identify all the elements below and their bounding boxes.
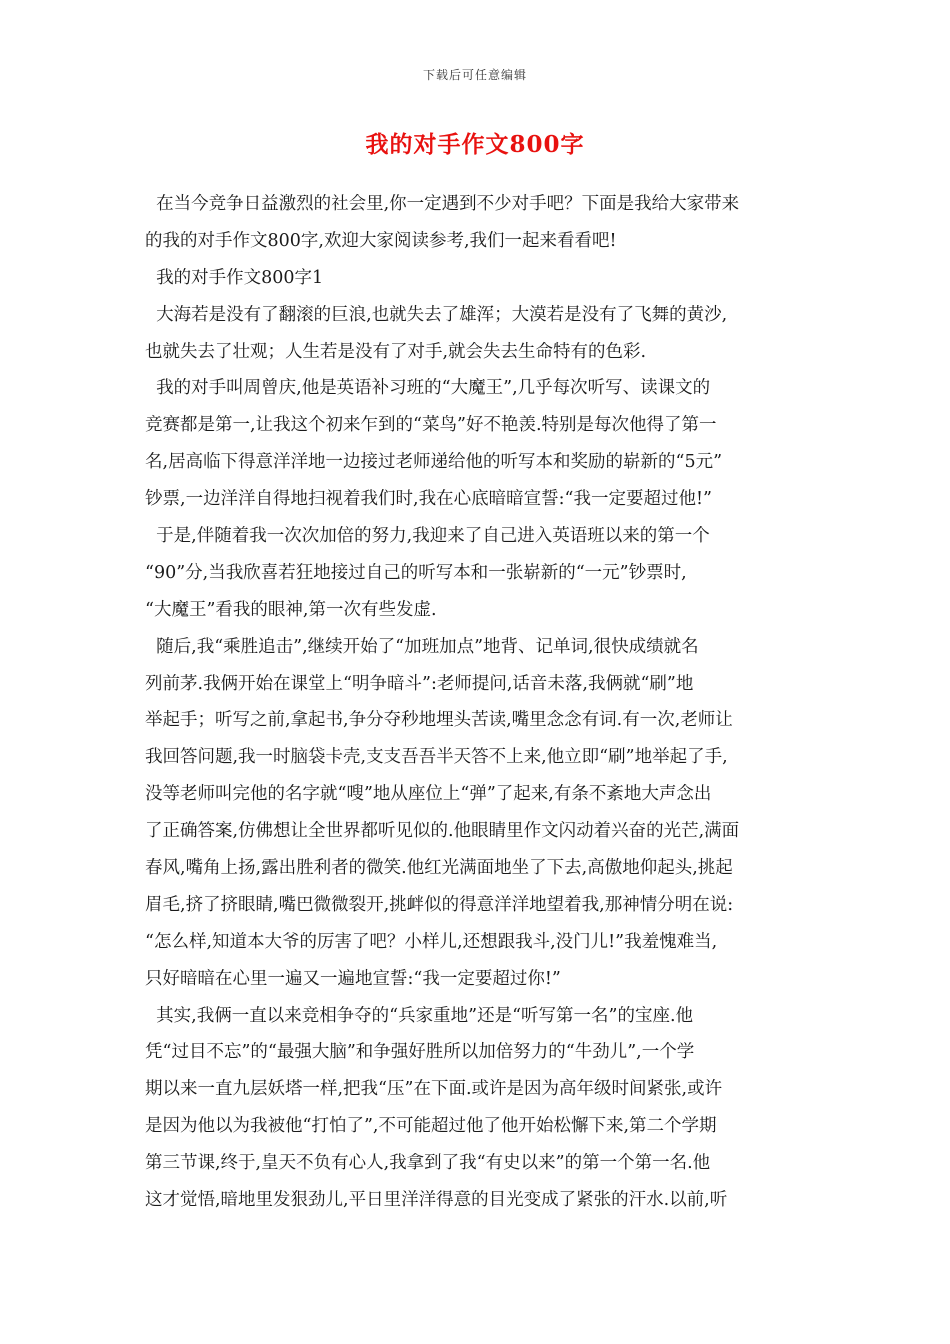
text-line: 于是,伴随着我一次次加倍的努力,我迎来了自己进入英语班以来的第一个: [145, 526, 710, 547]
text-line: 的我的对手作文800字,欢迎大家阅读参考,我们一起来看看吧!: [145, 230, 617, 251]
text-line: 是因为他以为我被他“打怕了”,不可能超过他了他开始松懈下来,第二个学期: [145, 1116, 717, 1137]
text-line: “大魔王”看我的眼神,第一次有些发虚.: [145, 599, 437, 620]
text-line: 举起手；听写之前,拿起书,争分夺秒地埋头苦读,嘴里念念有词.有一次,老师让: [145, 710, 733, 731]
text-line: 我的对手作文800字1: [145, 267, 324, 288]
text-line: 我的对手叫周曾庆,他是英语补习班的“大魔王”,几乎每次听写、读课文的: [145, 378, 711, 399]
header-note: 下载后可任意编辑: [422, 68, 527, 82]
text-line: 名,居高临下得意洋洋地一边接过老师递给他的听写本和奖励的崭新的“5元”: [145, 452, 723, 473]
text-line: 也就失去了壮观；人生若是没有了对手,就会失去生命特有的色彩.: [145, 341, 647, 362]
text-line: 列前茅.我俩开始在课堂上“明争暗斗”:老师提问,话音未落,我俩就“刷”地: [145, 673, 694, 694]
text-line: 其实,我俩一直以来竞相争夺的“兵家重地”还是“听写第一名”的宝座.他: [145, 1005, 694, 1026]
text-line: 竞赛都是第一,让我这个初来乍到的“菜鸟”好不艳羡.特别是每次他得了第一: [145, 415, 717, 436]
text-line: 随后,我“乘胜追击”,继续开始了“加班加点”地背、记单词,很快成绩就名: [145, 636, 699, 657]
text-line: 在当今竞争日益激烈的社会里,你一定遇到不少对手吧？下面是我给大家带来: [145, 194, 740, 214]
text-line: 期以来一直九层妖塔一样,把我“压”在下面.或许是因为高年级时间紧张,或许: [145, 1079, 723, 1100]
text-line: 了正确答案,仿佛想让全世界都听见似的.他眼睛里作文闪动着兴奋的光芒,满面: [145, 821, 740, 842]
text-line: 我回答问题,我一时脑袋卡壳,支支吾吾半天答不上来,他立即“刷”地举起了手,: [145, 747, 728, 768]
text-line: 没等老师叫完他的名字就“嗖”地从座位上“弹”了起来,有条不紊地大声念出: [145, 784, 712, 805]
text-line: 大海若是没有了翻滚的巨浪,也就失去了雄浑；大漠若是没有了飞舞的黄沙,: [145, 304, 728, 325]
text-line: “90”分,当我欣喜若狂地接过自己的听写本和一张崭新的“一元”钞票时,: [145, 562, 687, 583]
page-title: 我的对手作文800字: [365, 131, 585, 158]
text-line: 凭“过目不忘”的“最强大脑”和争强好胜所以加倍努力的“牛劲儿”,一个学: [145, 1042, 695, 1063]
text-line: 眉毛,挤了挤眼睛,嘴巴微微裂开,挑衅似的得意洋洋地望着我,那神情分明在说:: [145, 894, 734, 915]
text-line: 钞票,一边洋洋自得地扫视着我们时,我在心底暗暗宣誓:“我一定要超过他!”: [145, 489, 712, 510]
text-line: “怎么样,知道本大爷的厉害了吧？小样儿,还想跟我斗,没门儿!”我羞愧难当,: [145, 931, 718, 952]
text-line: 这才觉悟,暗地里发狠劲儿,平日里洋洋得意的目光变成了紧张的汗水.以前,听: [145, 1190, 728, 1211]
text-line: 春风,嘴角上扬,露出胜利者的微笑.他红光满面地坐了下去,高傲地仰起头,挑起: [145, 858, 733, 879]
essay-body: [145, 186, 813, 1219]
text-line: 第三节课,终于,皇天不负有心人,我拿到了我“有史以来”的第一个第一名.他: [145, 1153, 711, 1174]
text-line: 只好暗暗在心里一遍又一遍地宣誓:“我一定要超过你!”: [145, 968, 561, 989]
